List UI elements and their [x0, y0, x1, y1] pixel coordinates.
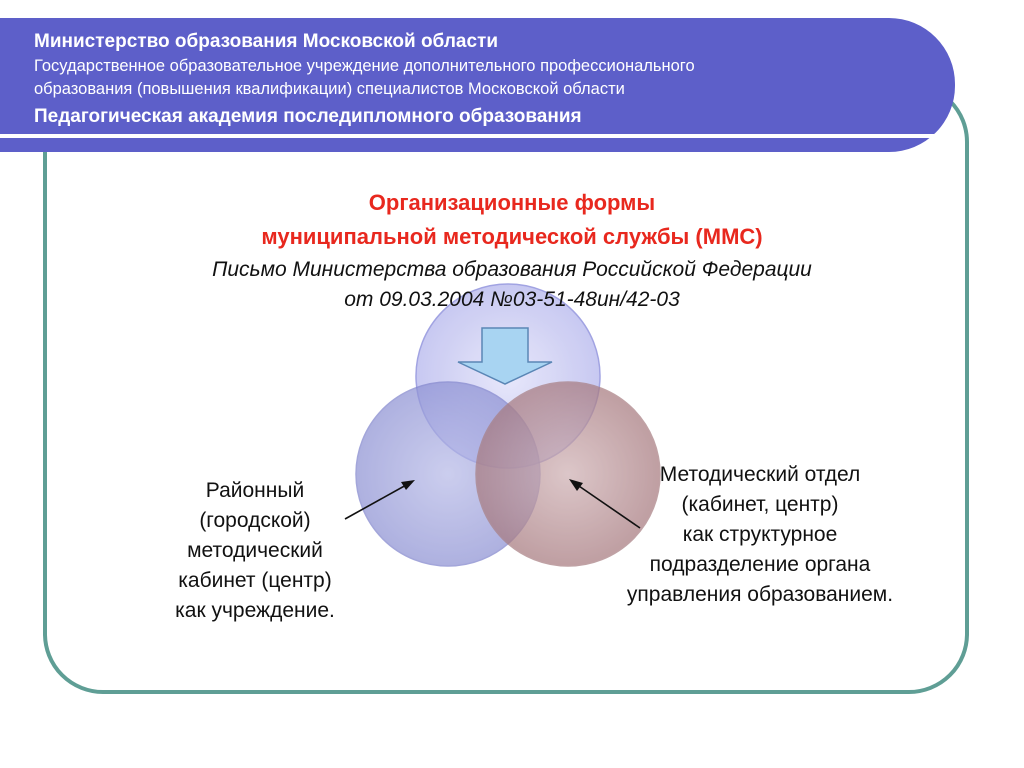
institution-line-1: Государственное образовательное учреждение дополнительного профессионального [34, 57, 695, 75]
slide-title-line-1: Организационные формы [368, 190, 656, 215]
institution-line-2: образования (повышения квалификации) специалистов Московской области [34, 80, 625, 98]
right-label [580, 460, 940, 610]
right-label-line: как структурное [682, 523, 838, 546]
left-label-line: (городской) [199, 509, 311, 532]
academy-name: Педагогическая академия последипломного образования [34, 106, 582, 127]
right-label-line: подразделение органа [649, 553, 871, 576]
right-label-line: управления образованием. [626, 583, 894, 606]
slide-title-line-2: муниципальной методической службы (ММС) [261, 224, 763, 249]
left-label-line: кабинет (центр) [178, 569, 332, 592]
ministry-name: Министерство образования Московской области [34, 31, 499, 52]
letter-reference-line-2: от 09.03.2004 №03-51-48ин/42-03 [344, 288, 680, 311]
right-label-line: (кабинет, центр) [681, 493, 839, 516]
left-label [130, 476, 380, 626]
letter-reference-line-1: Письмо Министерства образования Российской Федерации [212, 258, 812, 281]
left-label-line: методический [187, 539, 323, 562]
left-label-line: Районный [205, 479, 305, 502]
left-label-line: как учреждение. [175, 599, 335, 622]
right-label-line: Методический отдел [659, 463, 861, 486]
